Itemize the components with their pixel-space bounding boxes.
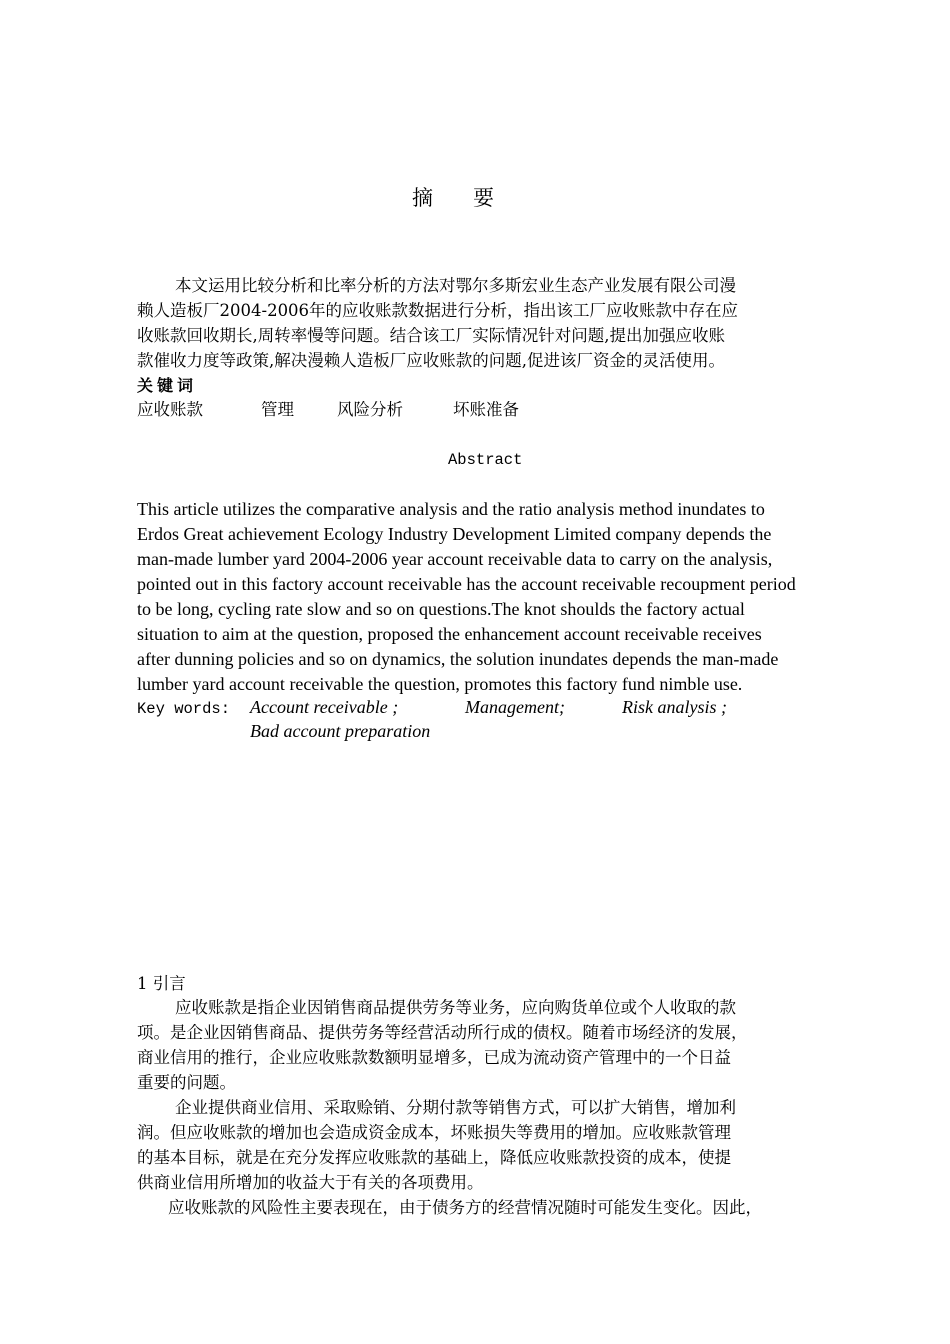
keyword-en: Account receivable ; (250, 697, 399, 717)
keyword-cn: 风险分析 (337, 400, 403, 419)
section-line: 供商业信用所增加的收益大于有关的各项费用。 (137, 1173, 484, 1192)
abstract-en-line: to be long, cycling rate slow and so on questions.The knot shoulds the factory actual (137, 599, 745, 619)
abstract-en-line: lumber yard account receivable the question, promotes this factory fund nimble use. (137, 674, 743, 694)
abstract-cn-line: 赖人造板厂2004-2006年的应收账款数据进行分析，指出该工厂应收账款中存在应 (137, 301, 739, 320)
abstract-en-line: man-made lumber yard 2004-2006 year account receivable data to carry on the analysis, (137, 549, 773, 569)
abstract-cn-line: 收账款回收期长,周转率慢等问题。结合该工厂实际情况针对问题,提出加强应收账 (137, 326, 725, 345)
abstract-en-line: after dunning policies and so on dynamics, the solution inundates depends the man-made (137, 649, 779, 669)
keyword-en: Bad account preparation (250, 721, 431, 741)
abstract-cn-line: 款催收力度等政策,解决漫赖人造板厂应收账款的问题,促进该厂资金的灵活使用。 (137, 351, 725, 370)
section-heading: 1 引言 (137, 974, 186, 993)
section-line: 的基本目标，就是在充分发挥应收账款的基础上，降低应收账款投资的成本，使提 (137, 1148, 731, 1167)
keywords-en-label: Key words: (137, 700, 231, 718)
abstract-cn-title-right: 要 (473, 186, 496, 210)
keyword-cn: 应收账款 (137, 400, 203, 419)
keyword-en: Risk analysis ; (622, 697, 727, 717)
abstract-en-line: This article utilizes the comparative analysis and the ratio analysis method inundates to (137, 499, 765, 519)
abstract-en-line: Erdos Great achievement Ecology Industry Development Limited company depends the (137, 524, 772, 544)
abstract-cn-line: 本文运用比较分析和比率分析的方法对鄂尔多斯宏业生态产业发展有限公司漫 (175, 276, 736, 295)
keyword-cn: 管理 (261, 400, 294, 419)
section-line: 商业信用的推行，企业应收账款数额明显增多，已成为流动资产管理中的一个日益 (137, 1048, 731, 1067)
section-line: 重要的问题。 (137, 1073, 236, 1092)
keyword-cn: 坏账准备 (453, 400, 519, 419)
section-line: 应收账款的风险性主要表现在，由于债务方的经营情况随时可能发生变化。因此， (168, 1198, 762, 1217)
abstract-cn-title (412, 186, 496, 210)
keyword-en: Management; (465, 697, 565, 717)
keywords-cn-label: 关键词 (137, 376, 198, 395)
abstract-en-title: Abstract (448, 451, 523, 469)
section-line: 项。是企业因销售商品、提供劳务等经营活动所行成的债权。随着市场经济的发展， (137, 1023, 748, 1042)
abstract-en-line: pointed out in this factory account receivable has the account receivable recoupment period (137, 574, 796, 594)
abstract-cn-title-left: 摘 (412, 186, 435, 210)
section-line: 企业提供商业信用、采取赊销、分期付款等销售方式，可以扩大销售，增加利 (175, 1098, 736, 1117)
abstract-en-line: situation to aim at the question, proposed the enhancement account receivable receives (137, 624, 762, 644)
section-line: 应收账款是指企业因销售商品提供劳务等业务，应向购货单位或个人收取的款 (175, 998, 736, 1017)
section-line: 润。但应收账款的增加也会造成资金成本，坏账损失等费用的增加。应收账款管理 (137, 1123, 731, 1142)
